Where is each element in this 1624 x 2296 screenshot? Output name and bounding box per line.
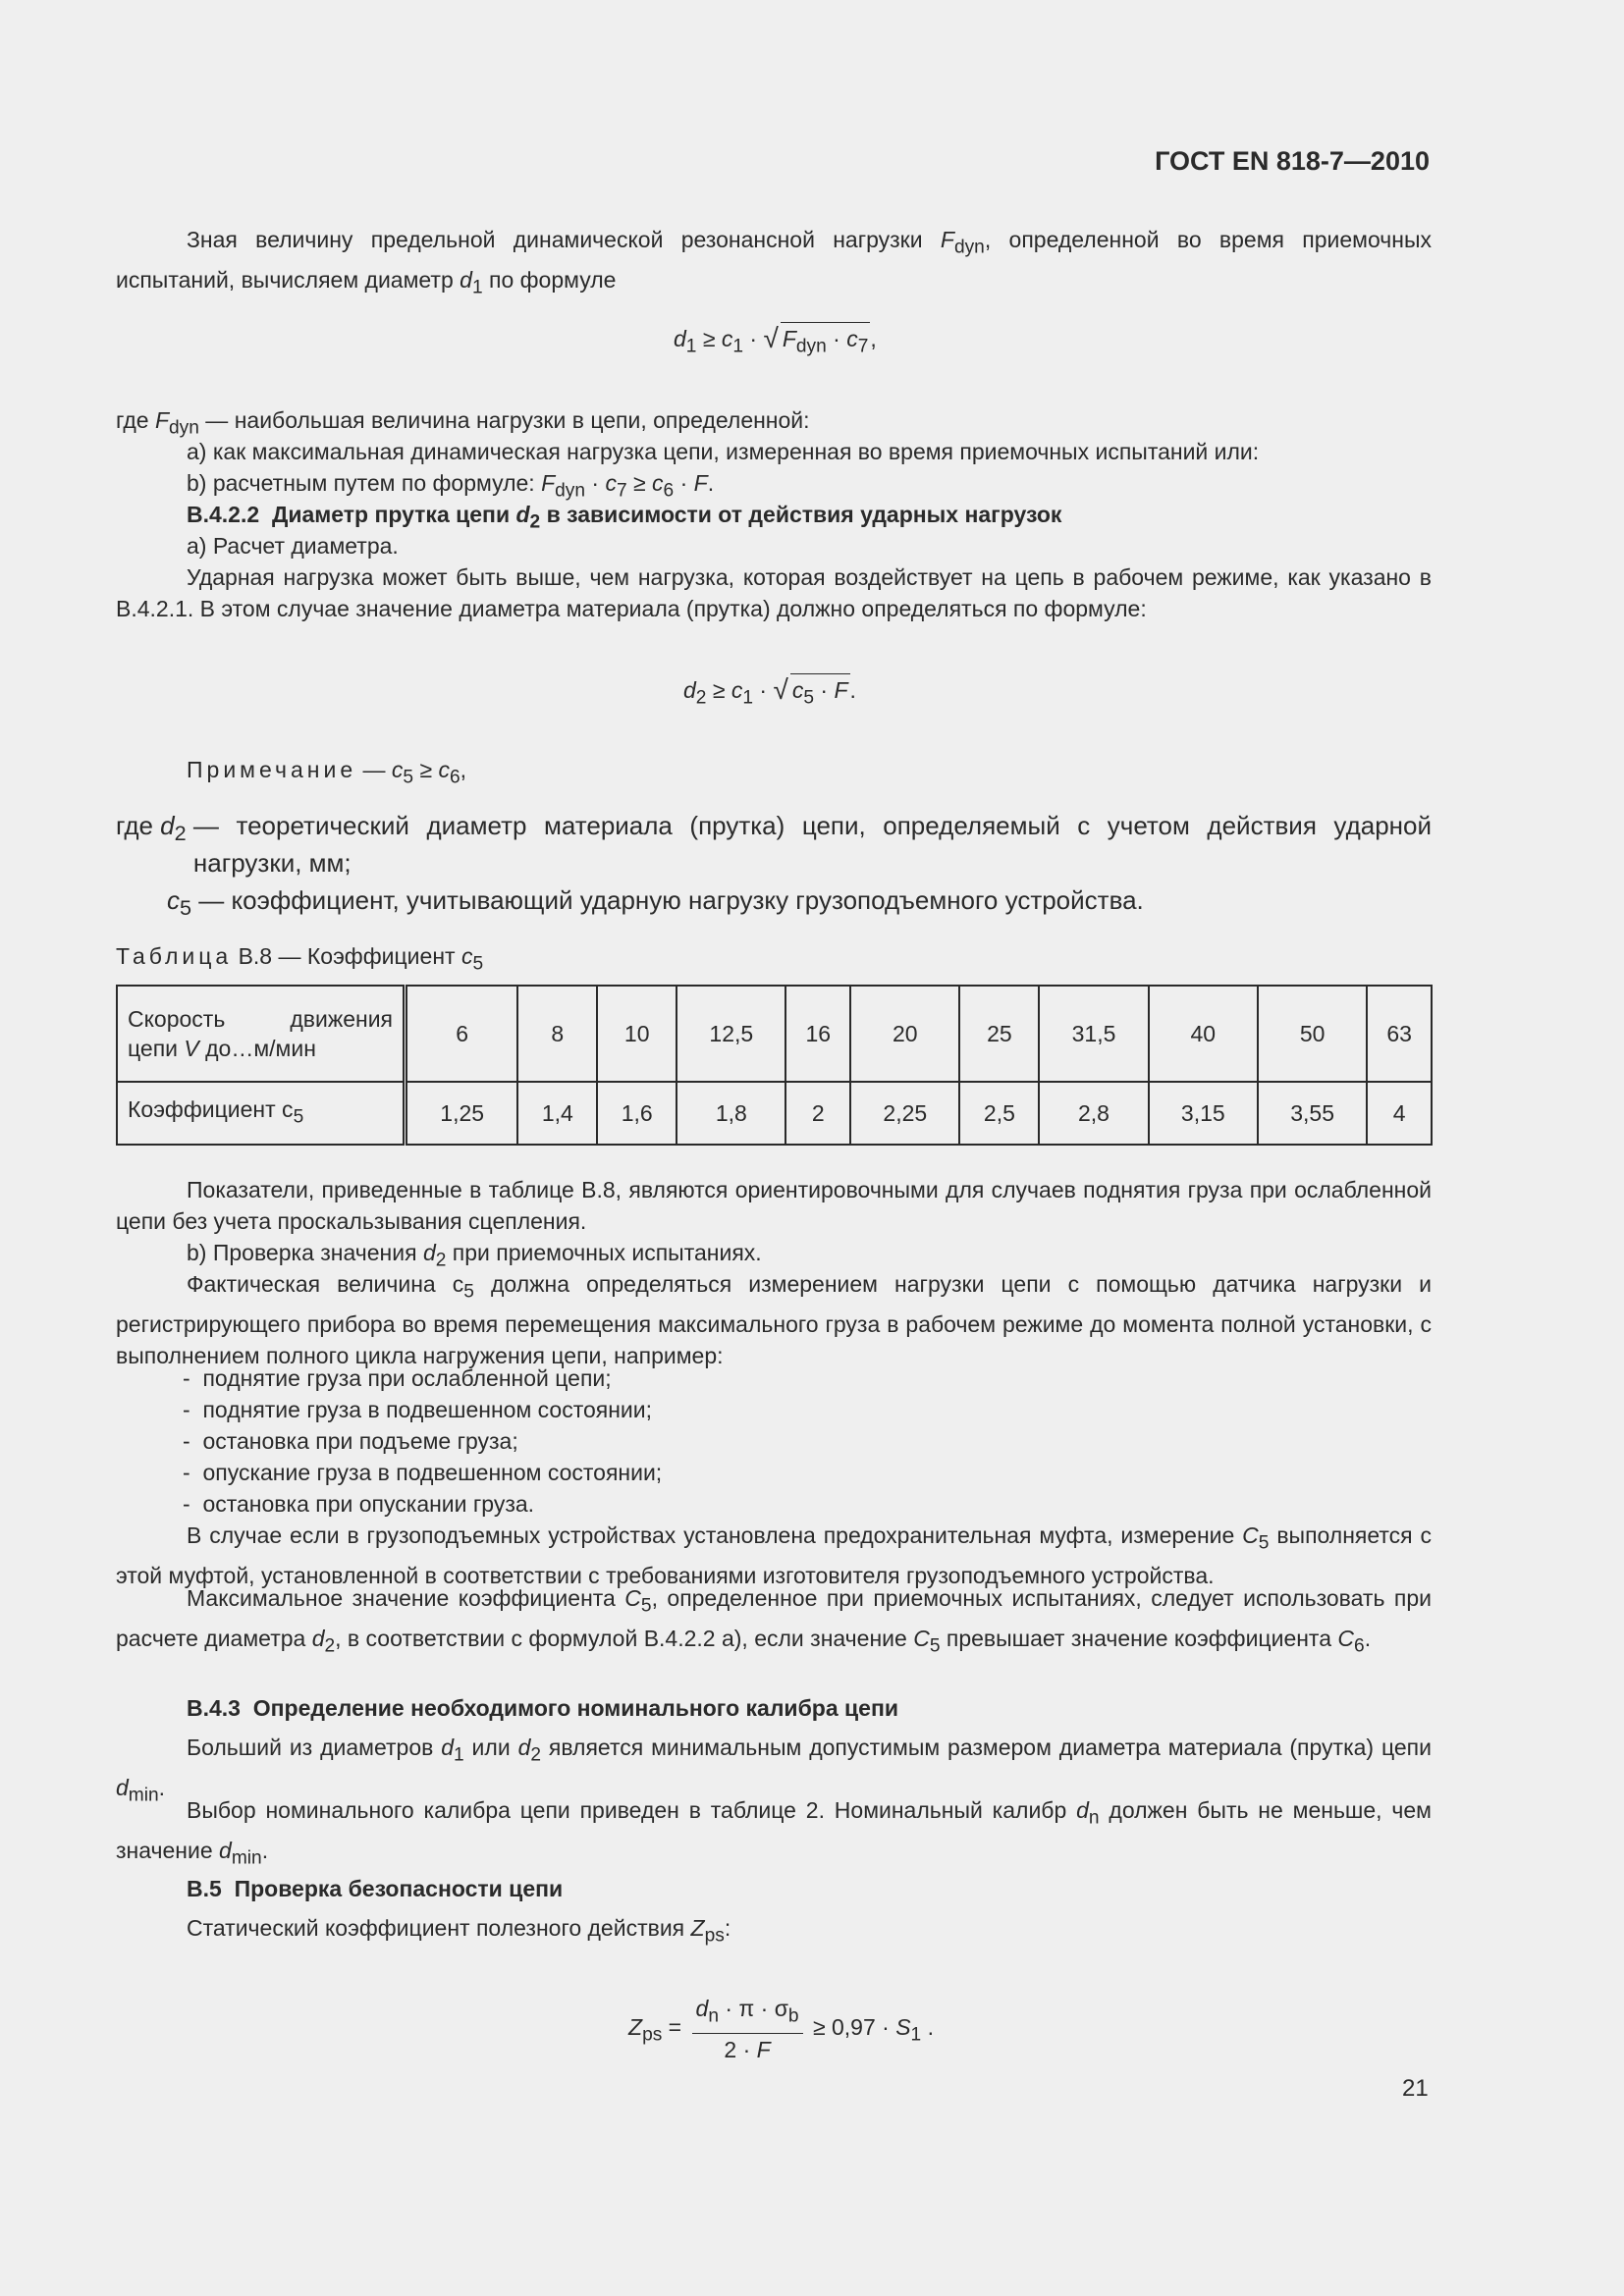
paragraph-actual: Фактическая величина $c_5$ должна определяться измерением нагрузки цепи с помощью датчика нагрузки и регистрирующего прибора во время перемещения максимального груза в рабочем режиме до момента полной установки, с выполнением полного цикла нагружения цепи, например: xyxy=(116,1271,1432,1368)
coef-cell: 3,55 xyxy=(1258,1082,1367,1145)
paragraph-coupling: В случае если в грузоподъемных устройствах установлена предохранительная муфта, измерение $C_5$ выполняется с этой муфтой, установленной в соответствии с требованиями изготовителя грузоподъемного устройства. xyxy=(116,1522,1433,1588)
speed-cell: 63 xyxy=(1367,986,1432,1082)
coef-cell: 3,15 xyxy=(1149,1082,1258,1145)
formula-d2: $d_2 \ge c_1$ · √ $c_5 \cdot F$. xyxy=(683,673,856,715)
speed-cell: 6 xyxy=(406,986,518,1082)
paragraph-intro: Зная величину предельной динамической резонансной нагрузки $F_{dyn}$, определенной во время приемочных испытаний, вычисляем диаметр $d_1$ по формуле xyxy=(116,227,1432,298)
coef-cell: 1,6 xyxy=(597,1082,677,1145)
paragraph-nominal: Выбор номинального калибра цепи приведен в таблице 2. Номинальный калибр $d_n$ должен быть не меньше, чем значение $d_{min}$. xyxy=(116,1797,1432,1869)
item-b: b) расчетным путем по формуле: $F_{dyn} \cdot c_7 \ge c_6 \cdot F$. xyxy=(187,470,715,502)
paragraph-static-coef: Статический коэффициент полезного действия $Z_{ps}$: xyxy=(187,1915,731,1947)
speed-cell: 20 xyxy=(850,986,959,1082)
definition-c5: $c_5$ — коэффициент, учитывающий ударную нагрузку грузоподъемного устройства. xyxy=(167,885,1144,921)
item-calc: a) Расчет диаметра. xyxy=(187,533,399,559)
list-item: - остановка при подъеме груза; xyxy=(183,1428,518,1454)
table-caption: Таблица В.8 — Коэффициент $c_5$ xyxy=(116,943,484,975)
where-fdyn: где $F_{dyn}$ — наибольшая величина нагрузки в цепи, определенной: xyxy=(116,407,810,439)
definition-d2: где $d_2$ — теоретический диаметр материала (прутка) цепи, определяемый с учетом действия ударной нагрузки, мм; xyxy=(116,811,1432,878)
speed-cell: 25 xyxy=(959,986,1039,1082)
section-b5-heading: B.5 Проверка безопасности цепи xyxy=(187,1876,564,1901)
coef-cell: 4 xyxy=(1367,1082,1432,1145)
coef-cell: 2,5 xyxy=(959,1082,1039,1145)
list-item: - поднятие груза при ослабленной цепи; xyxy=(183,1365,612,1391)
item-a: a) как максимальная динамическая нагрузка цепи, измеренная во время приемочных испытаний или: xyxy=(187,439,1260,464)
section-b422-heading: B.4.2.2 Диаметр прутка цепи $d_2$ в зависимости от действия ударных нагрузок xyxy=(187,502,1062,533)
speed-cell: 10 xyxy=(597,986,677,1082)
row-label-coefficient: Коэффициент $c_5$ xyxy=(117,1082,406,1145)
paragraph-larger-diameter: Больший из диаметров $d_1$ или $d_2$ является минимальным допустимым размером диаметра материала (прутка) цепи $d_{min}$. xyxy=(116,1735,1432,1806)
speed-cell: 50 xyxy=(1258,986,1367,1082)
paragraph-max-coef: Максимальное значение коэффициента $C_5$, определенное при приемочных испытаниях, следует использовать при расчете диаметра $d_2$, в соответствии с формулой B.4.2.2 a), если значение $C_5$ превышает значение коэффициента $C_6$. xyxy=(116,1585,1432,1657)
speed-cell: 40 xyxy=(1149,986,1258,1082)
coef-cell: 1,4 xyxy=(517,1082,597,1145)
item-b-check: b) Проверка значения $d_2$ при приемочных испытаниях. xyxy=(187,1240,762,1271)
list-item: - остановка при опускании груза. xyxy=(183,1491,535,1517)
note: Примечание — $c_5 \ge c_6$, xyxy=(187,757,467,788)
coef-cell: 1,8 xyxy=(677,1082,785,1145)
paragraph-impact: Ударная нагрузка может быть выше, чем нагрузка, которая воздействует на цепь в рабочем режиме, как указано в B.4.2.1. В этом случае значение диаметра материала (прутка) должно определяться по формуле: xyxy=(116,564,1432,621)
speed-cell: 12,5 xyxy=(677,986,785,1082)
speed-cell: 8 xyxy=(517,986,597,1082)
list-item: - поднятие груза в подвешенном состоянии; xyxy=(183,1397,653,1422)
coef-cell: 1,25 xyxy=(406,1082,518,1145)
coef-cell: 2,8 xyxy=(1039,1082,1148,1145)
section-b43-heading: B.4.3 Определение необходимого номинального калибра цепи xyxy=(187,1695,898,1721)
example-list xyxy=(183,1362,662,1520)
row-label-speed: Скорость движения цепи V до…м/мин xyxy=(117,986,406,1082)
speed-cell: 31,5 xyxy=(1039,986,1148,1082)
standard-header: ГОСТ EN 818-7—2010 xyxy=(1155,146,1430,176)
coefficient-table xyxy=(116,985,1433,1146)
coef-cell: 2 xyxy=(785,1082,850,1145)
coef-cell: 2,25 xyxy=(850,1082,959,1145)
speed-cell: 16 xyxy=(785,986,850,1082)
page-number: 21 xyxy=(1402,2075,1429,2102)
table-row xyxy=(117,1082,1432,1145)
formula-d1: $d_1 \ge c_1$ · √ $F_{dyn} \cdot c_7$, xyxy=(674,322,877,363)
list-item: - опускание груза в подвешенном состоянии; xyxy=(183,1460,663,1485)
table-row xyxy=(117,986,1432,1082)
paragraph-indicators: Показатели, приведенные в таблице B.8, являются ориентировочными для случаев поднятия груза при ослабленной цепи без учета проскальзывания сцепления. xyxy=(116,1177,1432,1234)
formula-zps: $Z_{ps}$ = $\frac{d_n \cdot \pi \cdot \sigma_b}{2 \cdot F}$ ≥ $0,97 \cdot S_1$ . xyxy=(628,1993,934,2065)
